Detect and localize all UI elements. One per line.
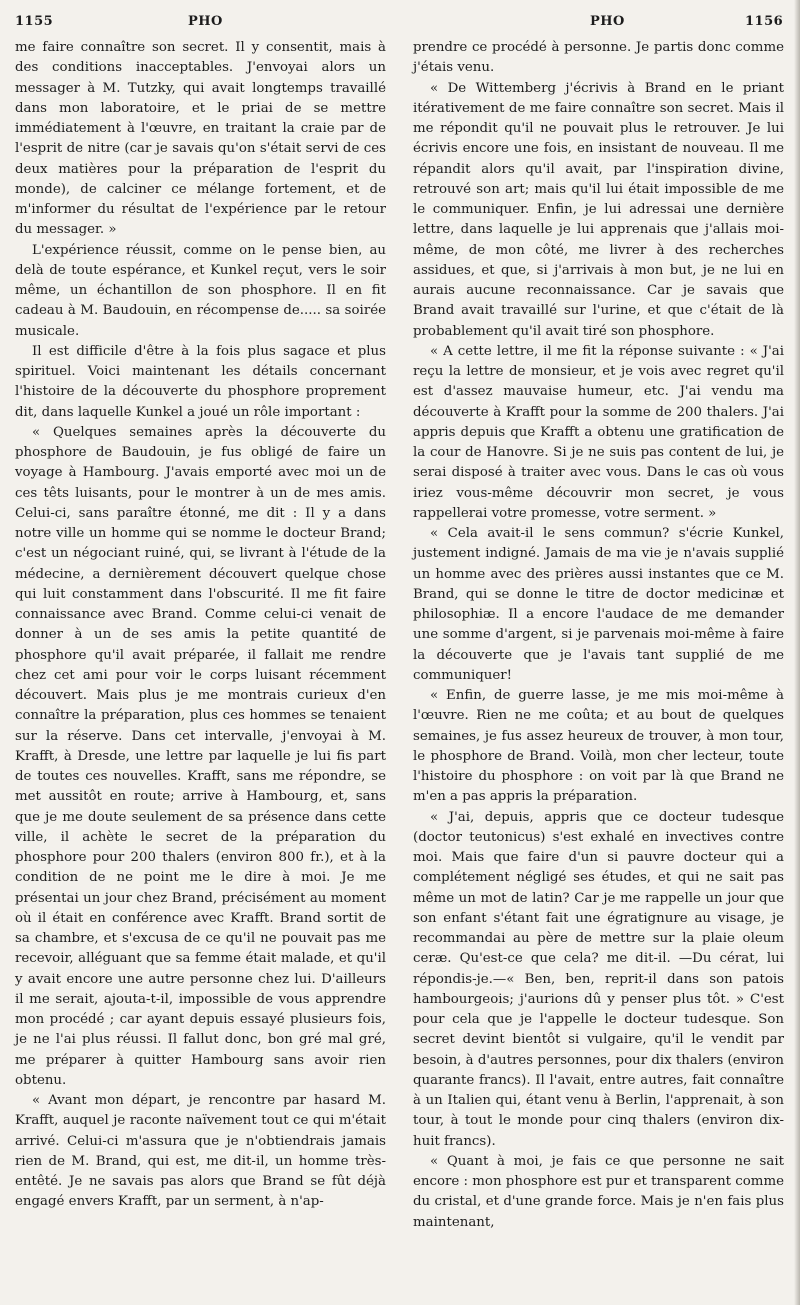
paragraph: « Cela avait-il le sens commun? s'écrie Kunkel, justement indigné. Jamais de ma vie je n'avais supplié un homme avec des prières aussi instantes que ce M. Brand, qui se donne le titre de doctor medicinæ et philosophiæ. Il a encore l'audace de me demander une somme d'argent, si je parvenais moi-même à faire la découverte que je l'avais tant supplié de me communiquer!: [413, 526, 784, 683]
left-running-title: PHO: [188, 14, 223, 29]
left-page-number: 1155: [15, 14, 54, 29]
paragraph: « De Wittemberg j'écrivis à Brand en le priant itérativement de me faire connaître son secret. Mais il me répondit qu'il ne pouvait plus le retrouver. Je lui écrivis encore une fois, en insistant de nouveau. Il me répandit alors qu'il avait, par l'inspiration divine, retrouvé son art; mais qu'il lui était impossible de me le communiquer. Enfin, je lui adressai une dernière lettre, dans laquelle je lui apprenais que j'allais moi-même, de mon côté, me livrer à des recherches assidues, et que, si j'arrivais à mon but, je ne lui en aurais aucune reconnaissance. Car je savais que Brand avait travaillé sur l'urine, et que c'était de là probablement qu'il avait tiré son phosphore.: [413, 80, 784, 339]
paragraph: « Quelques semaines après la découverte du phosphore de Baudouin, je fus obligé de faire un voyage à Hambourg. J'avais emporté avec moi un de ces têts luisants, pour le montrer à un de mes amis. Celui-ci, sans paraître étonné, me dit : Il y a dans notre ville un homme qui se nomme le docteur Brand; c'est un négociant ruiné, qui, se livrant à l'étude de la médecine, a dernièrement découvert quelque chose qui luit constamment dans l'obscurité. Il me fit faire connaissance avec Brand. Comme celui-ci venait de donner à un de ses amis la petite quantité de phosphore qu'il avait préparée, il fallait me rendre chez cet ami pour voir le corps luisant récemment découvert. Mais plus je me montrais curieux d'en connaître la préparation, plus ces hommes se tenaient sur la réserve. Dans cet intervalle, j'envoyai à M. Krafft, à Dresde, une lettre par laquelle je lui fis part de toutes ces nouvelles. Krafft, sans me répondre, se met aussitôt en route; arrive à Hambourg, et, sans que je me doute seulement de sa présence dans cette ville, il achète le secret de la préparation du phosphore pour 200 thalers (environ 800 fr.), et à la condition de ne point me le dire à moi. Je me présentai un jour chez Brand, précisément au moment où il était en conférence avec Krafft. Brand sortit de sa chambre, et s'excusa de ce qu'il ne pouvait pas me recevoir, alléguant que sa femme était malade, et qu'il y avait encore une autre personne chez lui. D'ailleurs il me serait, ajouta-t-il, impossible de vous apprendre mon procédé ; car ayant depuis essayé plusieurs fois, je ne l'ai plus réussi. Il fallut donc, bon gré mal gré, me préparer à quitter Hambourg sans avoir rien obtenu.: [15, 424, 386, 1088]
left-text-column: [15, 38, 386, 1213]
paragraph: « A cette lettre, il me fit la réponse suivante : « J'ai reçu la lettre de monsieur, et je vois avec regret qu'il est d'assez mauvaise humeur, etc. J'ai vendu ma découverte à Krafft pour la somme de 200 thalers. J'ai appris depuis que Krafft a obtenu une gratification de la cour de Hanovre. Si je ne suis pas content de lui, je serai disposé à traiter avec vous. Dans le cas où vous iriez vous-même découvrir mon secret, je vous rappellerai votre promesse, votre serment. »: [413, 343, 784, 521]
right-running-title: PHO: [590, 14, 625, 29]
paragraph: « J'ai, depuis, appris que ce docteur tudesque (doctor teutonicus) s'est exhalé en invectives contre moi. Mais que faire d'un si pauvre docteur qui a complétement négligé ses études, et qui ne sait pas même un mot de latin? Car je me rappelle un jour que son enfant s'étant fait une égratignure au visage, je recommandai au père de mettre sur la plaie oleum ceræ. Qu'est-ce que cela? me dit-il. —Du cérat, lui répondis-je.—« Ben, ben, reprit-il dans son patois hambourgeois; j'aurions dû y penser plus tôt. » C'est pour cela que je l'appelle le docteur tudesque. Son secret devint bientôt si vulgaire, qu'il le vendit par besoin, à d'autres personnes, pour dix thalers (environ quarante francs). Il l'avait, entre autres, fait connaître à un Italien qui, étant venu à Berlin, l'apprenait, à son tour, à tout le monde pour cinq thalers (environ dix-huit francs).: [413, 809, 784, 1149]
paragraph: Il est difficile d'être à la fois plus sagace et plus spirituel. Voici maintenant les détails concernant l'histoire de la découverte du phosphore proprement dit, dans laquelle Kunkel a joué un rôle important :: [15, 343, 386, 420]
paragraph: prendre ce procédé à personne. Je partis donc comme j'étais venu.: [413, 40, 784, 76]
paragraph: « Enfin, de guerre lasse, je me mis moi-même à l'œuvre. Rien ne me coûta; et au bout de quelques semaines, je fus assez heureux de trouver, à mon tour, le phosphore de Brand. Voilà, mon cher lecteur, toute l'histoire du phosphore : on voit par là que Brand ne m'en a pas appris la préparation.: [413, 688, 784, 805]
paragraph: « Quant à moi, je fais ce que personne ne sait encore : mon phosphore est pur et transparent comme du cristal, et d'une grande force. Mais je n'en fais plus maintenant,: [413, 1153, 784, 1230]
paragraph: me faire connaître son secret. Il y consentit, mais à des conditions inacceptables. J'envoyai alors un messager à M. Tutzky, qui avait longtemps travaillé dans mon laboratoire, et le priai de se mettre immédiatement à l'œuvre, en traitant la craie par de l'esprit de nitre (car je savais qu'on s'était servi de ces deux matières pour la préparation de l'esprit du monde), de calciner ce mélange fortement, et de m'informer du résultat de l'expérience par le retour du messager. »: [15, 40, 386, 238]
paragraph: « Avant mon départ, je rencontre par hasard M. Krafft, auquel je raconte naïvement tout ce qui m'était arrivé. Celui-ci m'assura que je n'obtiendrais jamais rien de M. Brand, qui est, me dit-il, un homme très-entêté. Je ne savais pas alors que Brand se fût déjà engagé envers Krafft, par un serment, à n'ap-: [15, 1093, 386, 1210]
page-header: [0, 0, 800, 40]
right-text-column: [413, 38, 784, 1233]
page-edge-shadow: [794, 0, 800, 1305]
paragraph: L'expérience réussit, comme on le pense bien, au delà de toute espérance, et Kunkel reçut, vers le soir même, un échantillon de son phosphore. Il en fit cadeau à M. Baudouin, en récompense de..... sa soirée musicale.: [15, 242, 386, 339]
right-page-number: 1156: [745, 14, 784, 29]
